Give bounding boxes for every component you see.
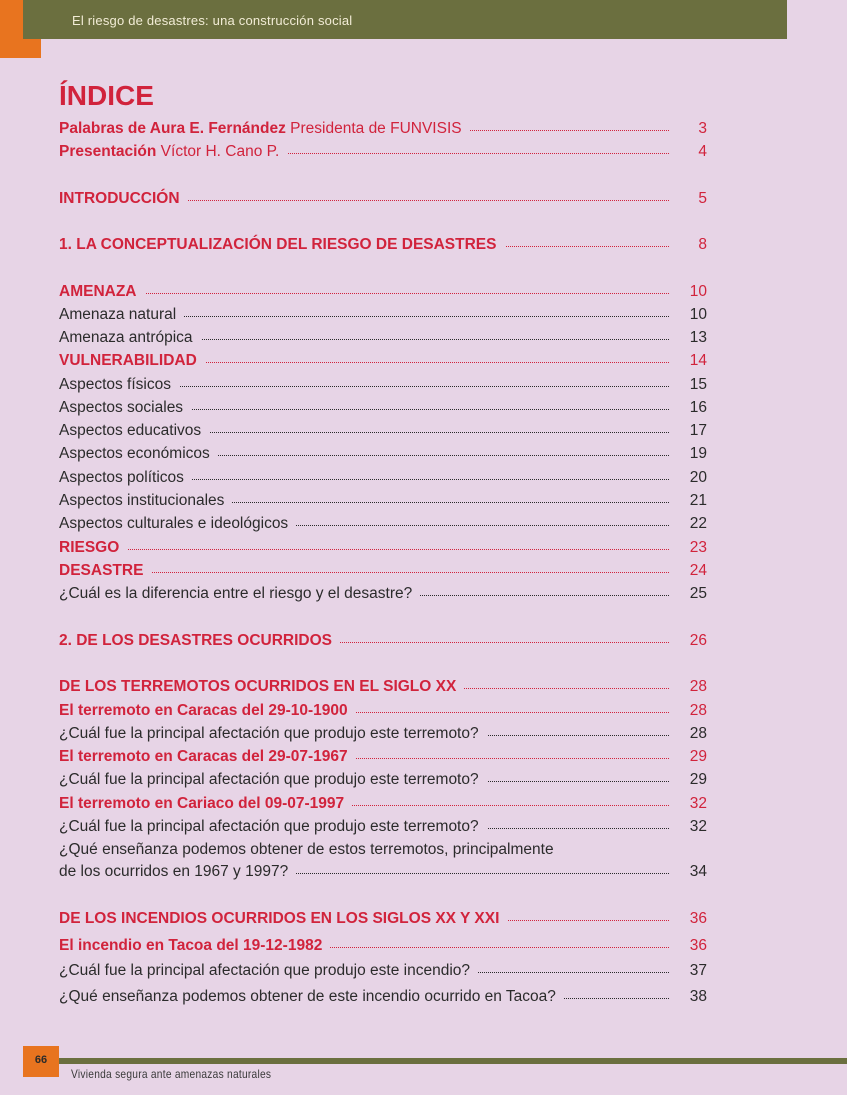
- toc-entry-page: 8: [698, 236, 707, 253]
- toc-entry-page: 3: [698, 120, 707, 137]
- toc-entry: [59, 908, 711, 930]
- toc-entry: [59, 350, 711, 372]
- dot-leader: [59, 293, 669, 294]
- toc-entry-page: 28: [689, 702, 707, 719]
- toc-entry-page: 36: [689, 910, 707, 927]
- toc-entry-page: 14: [689, 352, 707, 369]
- toc-entry-page: 16: [689, 399, 707, 416]
- toc-entry-label: ¿Cuál fue la principal afectación que produjo este incendio?: [59, 962, 471, 979]
- toc-entry: [59, 443, 711, 465]
- toc-entry-label: ¿Cuál es la diferencia entre el riesgo y el desastre?: [59, 585, 413, 602]
- toc-entry-label: El incendio en Tacoa del 19-12-1982: [59, 937, 323, 954]
- toc-entry-page: 32: [689, 818, 707, 835]
- page-title: ÍNDICE: [59, 80, 154, 111]
- toc-entry: [59, 960, 711, 982]
- toc-entry-label: Aspectos económicos: [59, 445, 210, 462]
- toc-entry-page: 32: [689, 795, 707, 812]
- toc-entry: [59, 397, 711, 419]
- toc-entry-label: Presentación: [59, 143, 157, 160]
- toc-entry-page: 21: [689, 492, 707, 509]
- toc-entry: [59, 374, 711, 396]
- toc-entry: [59, 304, 711, 326]
- toc-entry-page: 22: [689, 515, 707, 532]
- toc-entry: [59, 839, 711, 883]
- toc-entry: [59, 700, 711, 722]
- toc-entry-page: 20: [689, 469, 707, 486]
- toc-entry-label-line2: de los ocurridos en 1967 y 1997?: [59, 861, 296, 883]
- toc-entry-page: 38: [689, 988, 707, 1005]
- toc-entry-label: ¿Qué enseñanza podemos obtener de este incendio ocurrido en Tacoa?: [59, 988, 556, 1005]
- toc-entry-label: Aspectos físicos: [59, 376, 171, 393]
- toc-entry: [59, 723, 711, 745]
- toc-entry-label: ¿Cuál fue la principal afectación que produjo este terremoto?: [59, 771, 479, 788]
- toc-entry-label: Aspectos educativos: [59, 422, 202, 439]
- toc-entry-label: AMENAZA: [59, 283, 137, 300]
- toc-entry-page: 23: [689, 539, 707, 556]
- toc-entry-page: 34: [689, 863, 707, 880]
- toc-entry: [59, 141, 711, 163]
- toc-entry-label: ¿Cuál fue la principal afectación que produjo este terremoto?: [59, 725, 479, 742]
- toc-entry-label: RIESGO: [59, 539, 120, 556]
- toc-entry-label: DESASTRE: [59, 562, 144, 579]
- toc-entry-label: ¿Qué enseñanza podemos obtener de estos terremotos, principalmente: [59, 841, 554, 858]
- footer-running-title: Vivienda segura ante amenazas naturales: [71, 1067, 272, 1081]
- toc-entry-label: INTRODUCCIÓN: [59, 190, 180, 207]
- footer-rule: [59, 1058, 847, 1064]
- toc-entry: [59, 420, 711, 442]
- toc-entry-label: Aspectos políticos: [59, 469, 184, 486]
- toc-entry: [59, 746, 711, 768]
- toc-entry-page: 19: [689, 445, 707, 462]
- toc-entry-page: 10: [689, 283, 707, 300]
- header-running-title: El riesgo de desastres: una construcción social: [72, 13, 353, 28]
- toc-entry-page: 4: [698, 143, 707, 160]
- toc-entry: [59, 234, 711, 256]
- toc-entry-label: DE LOS INCENDIOS OCURRIDOS EN LOS SIGLOS XX Y XXI: [59, 910, 500, 927]
- toc-entry: [59, 513, 711, 535]
- toc-entry-page: 24: [689, 562, 707, 579]
- toc-entry-page: 29: [689, 748, 707, 765]
- toc-entry: [59, 816, 711, 838]
- header-band: [23, 0, 787, 39]
- toc-entry: [59, 327, 711, 349]
- toc-entry-page: 10: [689, 306, 707, 323]
- toc-entry-label: Aspectos culturales e ideológicos: [59, 515, 289, 532]
- toc-entry-label: ¿Cuál fue la principal afectación que produjo este terremoto?: [59, 818, 479, 835]
- toc-entry: [59, 676, 711, 698]
- toc-entry: [59, 986, 711, 1008]
- toc-entry-author: Presidenta de FUNVISIS: [290, 120, 462, 137]
- toc-entry-label: 1. LA CONCEPTUALIZACIÓN DEL RIESGO DE DESASTRES: [59, 236, 497, 253]
- toc-entry-label: Amenaza antrópica: [59, 329, 193, 346]
- toc-entry: [59, 793, 711, 815]
- toc-entry-page: 28: [689, 678, 707, 695]
- dot-leader: [59, 549, 669, 550]
- toc-entry: [59, 467, 711, 489]
- toc-entry-page: 26: [689, 632, 707, 649]
- toc-entry-label: El terremoto en Caracas del 29-10-1900: [59, 702, 348, 719]
- toc-entry-label: Palabras de Aura E. Fernández: [59, 120, 286, 137]
- toc-entry: [59, 490, 711, 512]
- toc-entry: [59, 537, 711, 559]
- toc-entry: [59, 935, 711, 957]
- toc-entry-label: DE LOS TERREMOTOS OCURRIDOS EN EL SIGLO XX: [59, 678, 457, 695]
- toc-entry-page: 37: [689, 962, 707, 979]
- toc-entry-page: 29: [689, 771, 707, 788]
- toc-entry: [59, 630, 711, 652]
- toc-entry-label: Aspectos sociales: [59, 399, 184, 416]
- toc-entry-label: VULNERABILIDAD: [59, 352, 197, 369]
- toc-entry-page: 25: [689, 585, 707, 602]
- toc-entry: [59, 583, 711, 605]
- toc-entry-page: 13: [689, 329, 707, 346]
- toc-entry-label: Amenaza natural: [59, 306, 177, 323]
- page-number: 66: [23, 1046, 59, 1077]
- toc-entry-label: El terremoto en Caracas del 29-07-1967: [59, 748, 348, 765]
- toc-entry: [59, 281, 711, 303]
- toc-entry: [59, 188, 711, 210]
- toc-entry-page: 5: [698, 190, 707, 207]
- toc-entry: [59, 560, 711, 582]
- toc-entry-page: 15: [689, 376, 707, 393]
- toc-entry: [59, 769, 711, 791]
- toc-entry-page: 36: [689, 937, 707, 954]
- toc-entry-page: 28: [689, 725, 707, 742]
- toc-entry-author: Víctor H. Cano P.: [160, 143, 280, 160]
- toc-entry: [59, 118, 711, 140]
- toc-entry-label: El terremoto en Cariaco del 09-07-1997: [59, 795, 345, 812]
- toc-entry-label: Aspectos institucionales: [59, 492, 225, 509]
- toc-entry-label: 2. DE LOS DESASTRES OCURRIDOS: [59, 632, 333, 649]
- toc-entry-page: 17: [689, 422, 707, 439]
